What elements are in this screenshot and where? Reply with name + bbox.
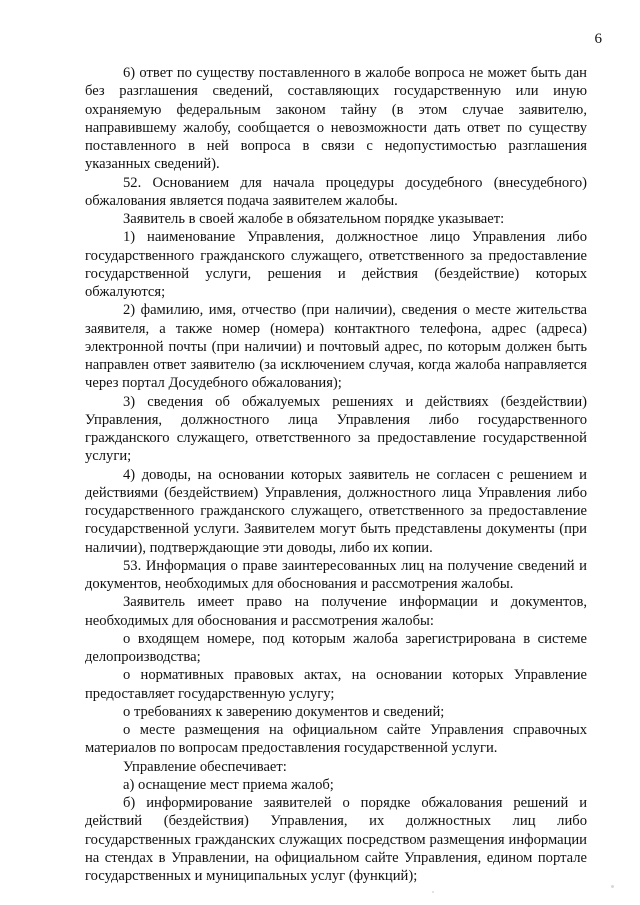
paragraph-reference-materials: о месте размещения на официальном сайте Управления справочных материалов по вопросам предоставления государственной услуги. xyxy=(85,722,587,757)
paragraph-item-6: 6) ответ по существу поставленного в жалобе вопроса не может быть дан без разглашения сведений, составляющих государственную или иную охраняемую федеральным законом тайну (в этом случае заявителю, направившему жалобу, сообщается о невозможности дать ответ по существу поставленного в ней вопроса в связи с недопустимостью разглашения указанных сведений). xyxy=(85,65,587,173)
paragraph-item-3: 3) сведения об обжалуемых решениях и действиях (бездействии) Управления, должностного лица Управления либо государственного гражданского служащего, ответственного за предоставление государственной услуги; xyxy=(85,393,587,465)
document-body xyxy=(85,64,587,885)
paragraph-item-2: 2) фамилию, имя, отчество (при наличии), сведения о месте жительства заявителя, а также номер (номера) контактного телефона, адрес (адреса) электронной почты (при наличии) и почтовый адрес, по которым должен быть направлен ответ заявителю (за исключением случая, когда жалоба направляется через портал Досудебного обжалования); xyxy=(85,302,587,392)
paragraph-item-b: б) информирование заявителей о порядке обжалования решений и действий (бездействия) Управления, их должностных лиц либо государственных гражданских служащих посредством размещения информации на стендах в Управлении, на официальном сайте Управления, едином портале государственных и муниципальных услуг (функций); xyxy=(85,795,587,884)
paragraph-right-to-information: Заявитель имеет право на получение информации и документов, необходимых для обоснования и рассмотрения жалобы: xyxy=(85,594,587,629)
page-number: 6 xyxy=(594,31,602,47)
paragraph-certification-requirements: о требованиях к заверению документов и сведений; xyxy=(123,703,445,720)
paragraph-53: 53. Информация о праве заинтересованных лиц на получение сведений и документов, необходимых для обоснования и рассмотрения жалобы. xyxy=(85,557,587,592)
paragraph-item-4: 4) доводы, на основании которых заявитель не согласен с решением и действиями (бездействием) Управления, должностного лица Управления либо государственного гражданского служащего, ответственного за предоставление государственной услуги. Заявителем могут быть представлены документы (при наличии), подтверждающие эти доводы, либо их копии. xyxy=(85,466,587,556)
paragraph-management-provides: Управление обеспечивает: xyxy=(123,758,287,775)
paragraph-normative-acts: о нормативных правовых актах, на основании которых Управление предоставляет государственную услугу; xyxy=(85,667,587,702)
scan-speck xyxy=(432,891,434,893)
paragraph-incoming-number: о входящем номере, под которым жалоба зарегистрирована в системе делопроизводства; xyxy=(85,630,587,665)
scan-speck xyxy=(611,885,614,888)
paragraph-52: 52. Основанием для начала процедуры досудебного (внесудебного) обжалования является подача заявителем жалобы. xyxy=(85,174,587,209)
paragraph-item-1: 1) наименование Управления, должностное лицо Управления либо государственного гражданского служащего, ответственного за предоставление государственной услуги, решения и действия (бездействие) которых обжалуются; xyxy=(85,229,587,300)
paragraph-item-a: а) оснащение мест приема жалоб; xyxy=(123,776,334,793)
paragraph-complaint-requirements-intro: Заявитель в своей жалобе в обязательном порядке указывает: xyxy=(123,211,505,227)
